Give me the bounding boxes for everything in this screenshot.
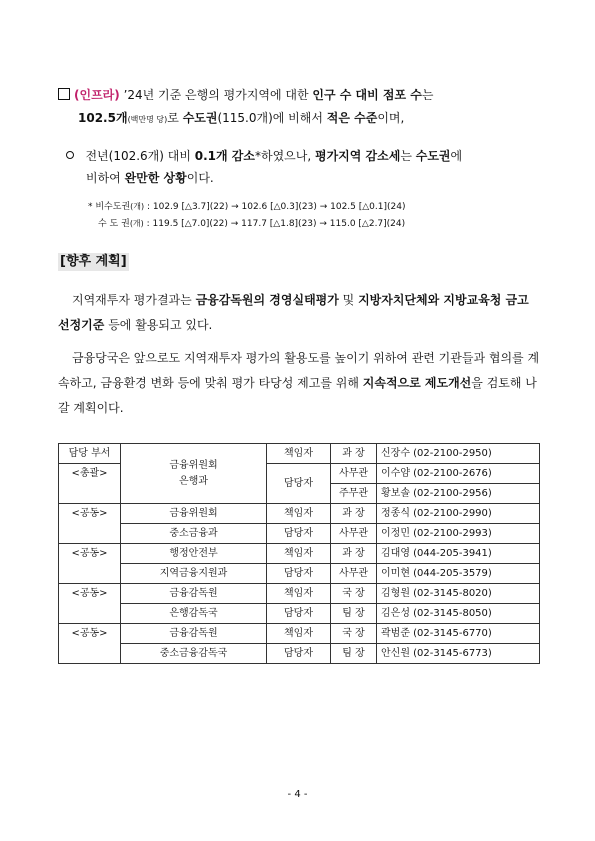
paragraph-plan: 금융당국은 앞으로도 지역재투자 평가의 활용도를 높이기 위하여 관련 기관들과 협의를 계속하고, 금융환경 변화 등에 맞춰 평가 타당성 제고를 위해 지속적으로 제도개선을 검토해 나갈 계획이다.	[58, 351, 540, 415]
group-tag: <공동>	[59, 504, 121, 544]
bullet-infra-line2: 102.5개(백만명 당)로 수도권(115.0개)에 비해서 적은 수준이며,	[78, 111, 405, 125]
bullet-infra-line1: (인프라) ’24년 기준 은행의 평가지역에 대한 인구 수 대비 점포 수는	[58, 87, 433, 103]
group-tag: <공동>	[59, 584, 121, 624]
table-row: 중소금융감독국 담당자 팀 장 안신원 (02-3145-6773)	[59, 644, 540, 664]
org-cell: 금융위원회 은행과	[121, 444, 267, 504]
group-tag: <공동>	[59, 544, 121, 584]
note-non-capital: * 비수도권(개) : 102.9 [△3.7](22) → 102.6 [△0.3](23) → 102.5 [△0.1](24)	[88, 202, 406, 212]
table-row: 담당 부서 금융위원회 은행과 책임자 과 장 신장수 (02-2100-2950)	[59, 444, 540, 464]
group-tag: <총괄>	[59, 464, 121, 504]
table-row: 지역금융지원과 담당자 사무관 이미현 (044-205-3579)	[59, 564, 540, 584]
sub-bullet-line1: 전년(102.6개) 대비 0.1개 감소*하였으나, 평가지역 감소세는 수도권에	[66, 148, 462, 164]
page-number: - 4 -	[287, 789, 308, 800]
table-row: <총괄> 담당자 사무관 이수얌 (02-2100-2676)	[59, 464, 540, 484]
section-heading: [향후 계획]	[60, 254, 127, 269]
table-row: 은행감독국 담당자 팀 장 김은성 (02-3145-8050)	[59, 604, 540, 624]
table-row: <공동> 금융감독원 책임자 국 장 곽범준 (02-3145-6770)	[59, 624, 540, 644]
paragraph-usage: 지역재투자 평가결과는 금융감독원의 경영실태평가 및 지방자치단체와 지방교육청 금고 선정기준 등에 활용되고 있다.	[58, 293, 529, 332]
sub-bullet-line2: 비하여 완만한 상황이다.	[86, 171, 214, 185]
table-row: 중소금융과 담당자 사무관 이정민 (02-2100-2993)	[59, 524, 540, 544]
group-tag: <공동>	[59, 624, 121, 664]
table-row: <공동> 행정안전부 책임자 과 장 김대영 (044-205-3941)	[59, 544, 540, 564]
department-header: 담당 부서	[59, 444, 121, 464]
note-capital: 수 도 권(개) : 119.5 [△7.0](22) → 117.7 [△1.8](23) → 115.0 [△2.7](24)	[98, 219, 406, 229]
circle-bullet-icon	[66, 151, 74, 159]
table-row: 주무관 황보솔 (02-2100-2956)	[59, 484, 540, 504]
table-row: <공동> 금융위원회 책임자 과 장 정종식 (02-2100-2990)	[59, 504, 540, 524]
table-row: <공동> 금융감독원 책임자 국 장 김형원 (02-3145-8020)	[59, 584, 540, 604]
infra-tag: (인프라)	[74, 88, 120, 102]
contacts-table	[58, 443, 540, 664]
square-bullet-icon	[58, 88, 70, 100]
